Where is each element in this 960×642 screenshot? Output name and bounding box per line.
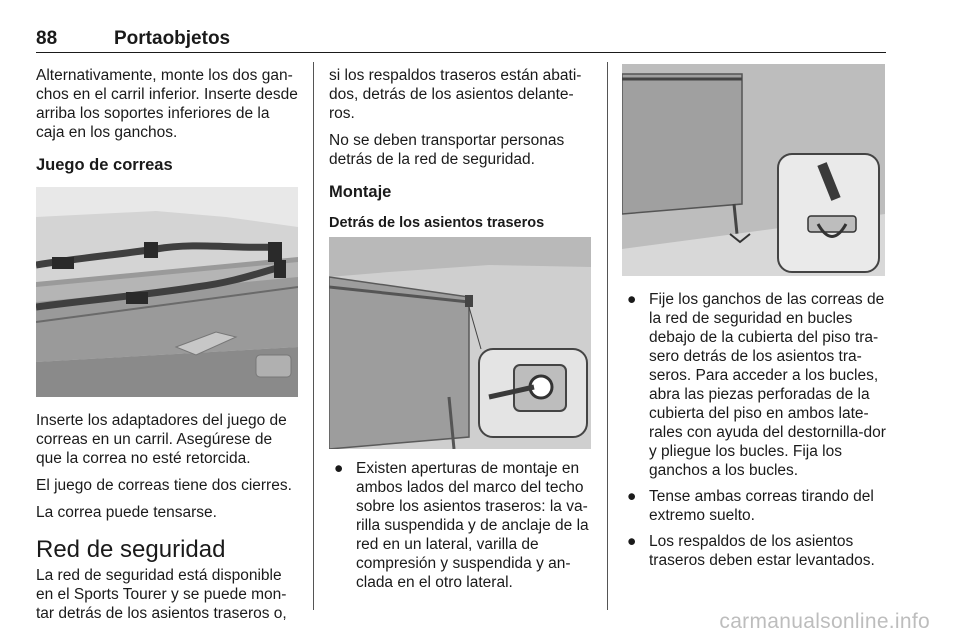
column-1: [36, 66, 300, 631]
no-passengers-paragraph: No se deben transportar personas detrás de la red de seguridad.: [329, 132, 565, 168]
page-title: Portaobjetos: [114, 28, 231, 49]
watermark: carmanualsonline.info: [719, 610, 930, 633]
bullet-icon: ●: [627, 291, 637, 308]
hook-bullet-list: [622, 290, 888, 570]
strap-set-illustration: [36, 187, 298, 397]
column-divider-2: [607, 62, 608, 610]
strap-hook-illustration: [622, 64, 885, 276]
strap-paragraph-1: Inserte los adaptadores del juego de correas en un carril. Asegúrese de que la correa no esté retorcida.: [36, 412, 287, 467]
column-2: [329, 66, 593, 599]
heading-mounting: Montaje: [329, 183, 392, 201]
heading-strap-set: Juego de correas: [36, 156, 173, 174]
bullet-icon: ●: [627, 533, 637, 550]
subheading-behind-rear-seats: Detrás de los asientos traseros: [329, 215, 545, 231]
mounting-bullet-list: [329, 459, 593, 592]
net-paragraph: La red de seguridad está disponible en el Sports Tourer y se puede mon-tar detrás de los asientos traseros o,: [36, 567, 287, 622]
column-3: [622, 66, 888, 577]
strap-paragraph-2: El juego de correas tiene dos cierres.: [36, 477, 292, 494]
intro-paragraph: Alternativamente, monte los dos gan-chos en el carril inferior. Inserte desde arriba los soportes inferiores de la caja en los ganchos.: [36, 67, 298, 141]
heading-safety-net: Red de seguridad: [36, 536, 226, 563]
strap-paragraph-3: La correa puede tensarse.: [36, 504, 217, 521]
bullet-icon: ●: [334, 460, 344, 477]
list-item: ● Existen aperturas de montaje en ambos lados del marco del techo sobre los asientos traseros: la va-rilla suspendida y de anclaje de la red en un lateral, varilla de compresión y suspendida y an-clada en el otro lateral.: [334, 460, 589, 591]
page-number: 88: [36, 28, 58, 49]
net-mount-illustration: [329, 237, 591, 449]
list-item: ● Tense ambas correas tirando del extremo suelto.: [627, 488, 874, 524]
list-item: ● Fije los ganchos de las correas de la red de seguridad en bucles debajo de la cubierta del piso tra-sero detrás de los asientos tra-seros. Para acceder a los bucles, abra las piezas perforadas de la cubierta del piso en ambos late-rales con ayuda del destornilla-dor y pliegue los bucles. Fija los ganchos a los bucles.: [627, 291, 886, 479]
net-continued-paragraph: si los respaldos traseros están abati-dos, detrás de los asientos delante-ros.: [329, 67, 582, 122]
list-item: ● Los respaldos de los asientos traseros deben estar levantados.: [627, 533, 875, 569]
page-header: [36, 26, 886, 53]
bullet-icon: ●: [627, 488, 637, 505]
column-divider-1: [313, 62, 314, 610]
